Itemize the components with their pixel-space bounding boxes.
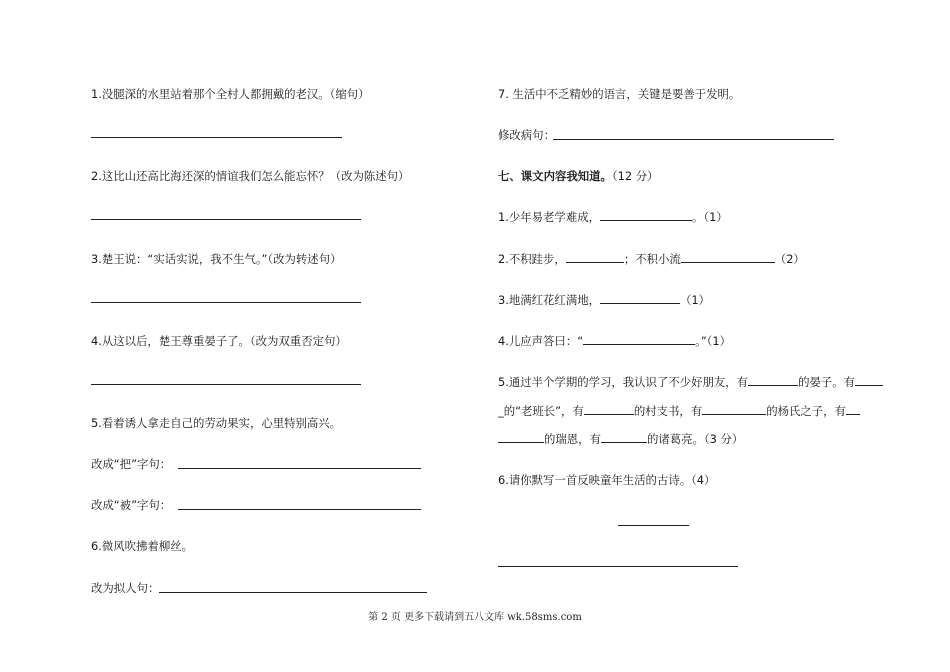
recite-item-5-line-1: [498, 375, 883, 389]
recite-5-blank-d[interactable]: [702, 404, 766, 415]
recite-item-3: [498, 293, 710, 307]
poem-title-blank[interactable]: [618, 525, 689, 526]
recite-5-text-a: 5.通过半个学期的学习，我认识了不少好朋友，有: [498, 375, 749, 389]
recite-5-text-b: 的晏子。有: [798, 375, 856, 389]
answer-blank-7a[interactable]: [553, 139, 834, 140]
question-3-indirect-speech: 3.楚王说：“实话实说，我不生气。”（改为转述句）: [91, 252, 342, 266]
question-5a-label: 改成“把”字句：: [91, 457, 172, 471]
recite-item-6: 6.请你默写一首反映童年生活的古诗。（4）: [498, 473, 716, 487]
recite-4-blank[interactable]: [583, 334, 695, 345]
recite-2-score: （2）: [774, 252, 805, 266]
section-7-score: （12 分）: [611, 169, 659, 183]
section-7-title: 七、课文内容我知道。: [498, 169, 612, 183]
question-7a-label: 修改病句：: [498, 128, 555, 142]
section-7-heading: [498, 169, 659, 183]
recite-3-text: 3.地满红花红满地，: [498, 293, 600, 307]
recite-5-blank-a[interactable]: [748, 375, 798, 386]
question-7-prompt: 7. 生活中不乏精妙的语言，关键是要善于发明。: [498, 87, 741, 101]
recite-2-text-b: ；不积小流: [623, 252, 681, 266]
recite-5-text-g: 的诸葛亮。（3 分）: [646, 432, 744, 446]
answer-blank-1[interactable]: [91, 137, 342, 138]
recite-item-2: [498, 252, 805, 266]
recite-3-blank[interactable]: [600, 293, 680, 304]
answer-blank-5a[interactable]: [178, 468, 421, 469]
recite-5-text-c: _的“老班长”，有: [498, 404, 584, 418]
recite-5-text-f: 的瑞恩，有: [544, 432, 601, 446]
recite-3-score: （1）: [680, 293, 711, 307]
answer-blank-4[interactable]: [91, 384, 361, 385]
question-2-declarative: 2.这比山还高比海还深的情谊我们怎么能忘怀？（改为陈述句）: [91, 169, 410, 183]
answer-blank-5b[interactable]: [178, 509, 421, 510]
recite-5-text-d: 的村支书，有: [633, 404, 703, 418]
recite-item-5-line-3: [498, 432, 743, 446]
recite-2-blank-b[interactable]: [681, 252, 775, 263]
recite-item-4: [498, 334, 731, 348]
question-4-double-negative: 4.从这以后，楚王尊重晏子了。（改为双重否定句）: [91, 334, 347, 348]
answer-blank-3[interactable]: [91, 302, 361, 303]
poem-line-blank[interactable]: [498, 566, 738, 567]
recite-5-text-e: 的杨氏之子，有: [766, 404, 846, 418]
recite-5-blank-e[interactable]: [846, 404, 860, 415]
question-6-prompt: 6.微风吹拂着柳丝。: [91, 539, 193, 553]
recite-item-5-line-2: [498, 404, 860, 418]
question-6a-label: 改为拟人句：: [91, 581, 160, 595]
recite-4-text: 4.儿应声答曰：“: [498, 334, 584, 348]
recite-2-text-a: 2.不积跬步，: [498, 252, 566, 266]
recite-5-blank-g[interactable]: [601, 432, 647, 443]
recite-item-1: [498, 210, 728, 224]
recite-5-blank-c[interactable]: [584, 404, 634, 415]
question-5-prompt: 5.看着诱人拿走自己的劳动果实，心里特别高兴。: [91, 416, 342, 430]
answer-blank-6a[interactable]: [159, 592, 427, 593]
recite-5-blank-f[interactable]: [498, 432, 544, 443]
answer-blank-2[interactable]: [91, 219, 361, 220]
recite-4-score: 。”（1）: [695, 334, 732, 348]
recite-1-score: 。（1）: [692, 210, 728, 224]
question-5b-label: 改成“被”字句：: [91, 498, 172, 512]
question-1-shorten-sentence: 1.没腿深的水里站着那个全村人都拥戴的老汉。（缩句）: [91, 87, 370, 101]
recite-5-blank-b[interactable]: [855, 375, 883, 386]
recite-2-blank-a[interactable]: [566, 252, 624, 263]
recite-1-text: 1.少年易老学难成，: [498, 210, 600, 224]
recite-1-blank[interactable]: [600, 210, 692, 221]
page-footer: 第 2 页 更多下载请到五八文库 wk.58sms.com: [368, 612, 582, 623]
